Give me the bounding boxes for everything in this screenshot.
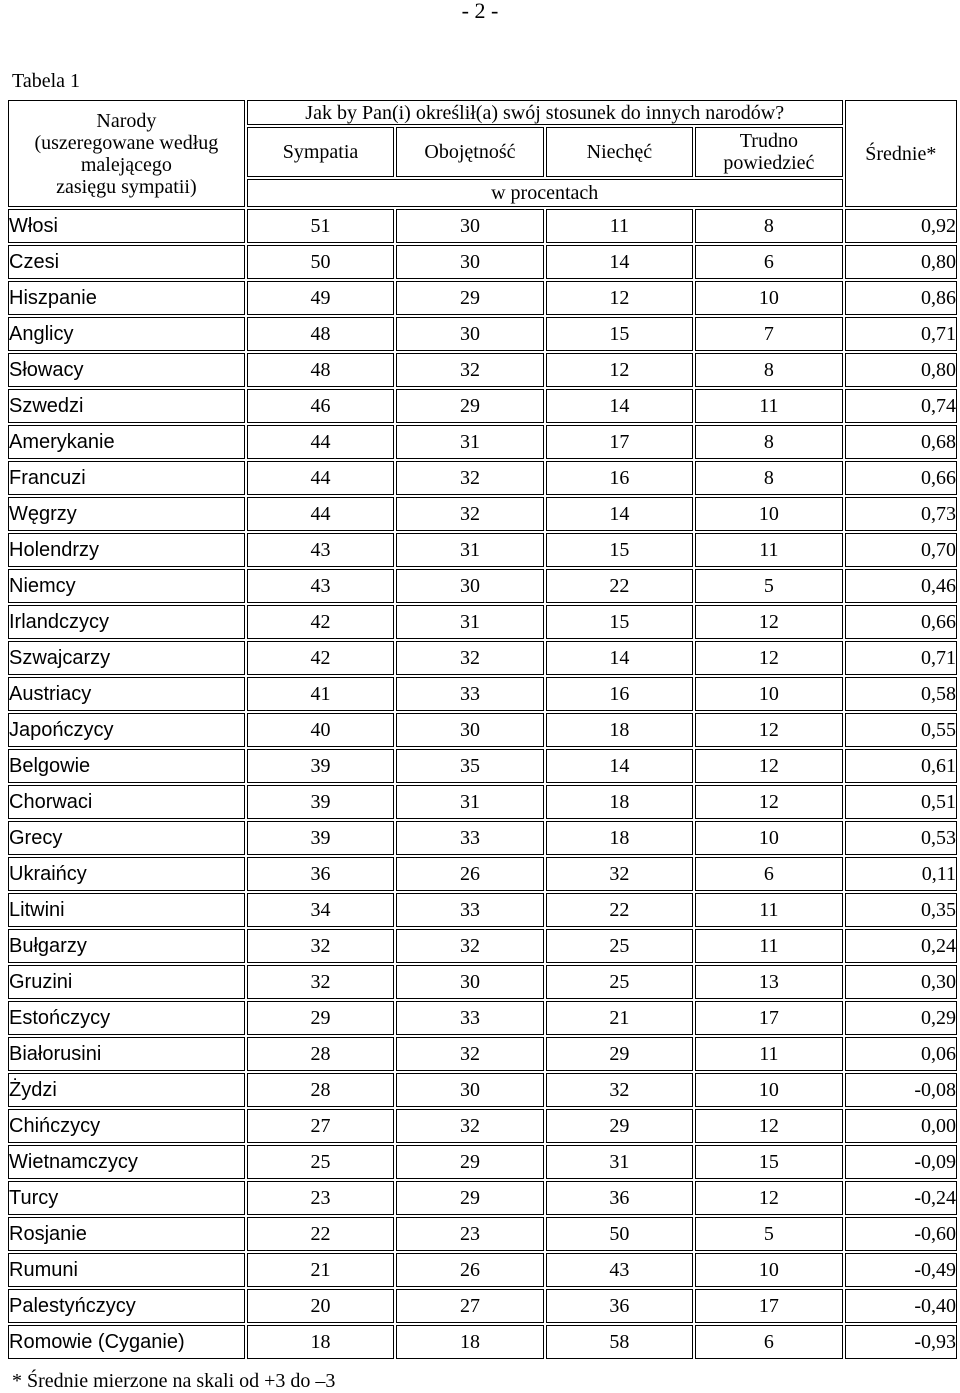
- sympatia-cell: 43: [247, 533, 394, 567]
- table-row: [8, 605, 957, 639]
- table-row: [8, 497, 957, 531]
- srednie-cell: 0,30: [845, 965, 957, 999]
- nation-name-cell: Słowacy: [8, 353, 245, 387]
- niechec-cell: 18: [546, 713, 693, 747]
- sympatia-cell: 41: [247, 677, 394, 711]
- srednie-cell: -0,24: [845, 1181, 957, 1215]
- trudno-cell: 10: [695, 677, 842, 711]
- table-row: [8, 965, 957, 999]
- niechec-cell: 12: [546, 281, 693, 315]
- nation-name-cell: Amerykanie: [8, 425, 245, 459]
- niechec-cell: 16: [546, 677, 693, 711]
- nation-header-line: (uszeregowane według: [34, 131, 219, 154]
- sympatia-header: Sympatia: [247, 127, 394, 177]
- nation-name-cell: Grecy: [8, 821, 245, 855]
- srednie-cell: 0,58: [845, 677, 957, 711]
- sympatia-cell: 42: [247, 605, 394, 639]
- table-row: [8, 1001, 957, 1035]
- srednie-cell: 0,70: [845, 533, 957, 567]
- trudno-cell: 10: [695, 497, 842, 531]
- table-row: [8, 821, 957, 855]
- trudno-cell: 6: [695, 1325, 842, 1359]
- nation-name-cell: Ukraińcy: [8, 857, 245, 891]
- trudno-cell: 12: [695, 605, 842, 639]
- table-row: [8, 389, 957, 423]
- obojetnosc-cell: 33: [396, 893, 543, 927]
- trudno-cell: 17: [695, 1001, 842, 1035]
- srednie-cell: 0,92: [845, 209, 957, 243]
- obojetnosc-cell: 31: [396, 605, 543, 639]
- nation-name-cell: Szwedzi: [8, 389, 245, 423]
- sympatia-cell: 21: [247, 1253, 394, 1287]
- srednie-cell: 0,11: [845, 857, 957, 891]
- niechec-cell: 14: [546, 389, 693, 423]
- niechec-cell: 32: [546, 1073, 693, 1107]
- trudno-cell: 11: [695, 389, 842, 423]
- srednie-cell: 0,51: [845, 785, 957, 819]
- table-row: [8, 533, 957, 567]
- obojetnosc-cell: 23: [396, 1217, 543, 1251]
- niechec-cell: 32: [546, 857, 693, 891]
- obojetnosc-cell: 33: [396, 821, 543, 855]
- sympatia-cell: 43: [247, 569, 394, 603]
- srednie-cell: 0,06: [845, 1037, 957, 1071]
- sympatia-cell: 39: [247, 821, 394, 855]
- obojetnosc-cell: 32: [396, 929, 543, 963]
- sympatia-cell: 25: [247, 1145, 394, 1179]
- niechec-cell: 11: [546, 209, 693, 243]
- table-row: [8, 1145, 957, 1179]
- table-row: [8, 425, 957, 459]
- trudno-cell: 10: [695, 281, 842, 315]
- trudno-cell: 6: [695, 245, 842, 279]
- nation-name-cell: Węgrzy: [8, 497, 245, 531]
- table-row: [8, 245, 957, 279]
- nation-name-cell: Białorusini: [8, 1037, 245, 1071]
- niechec-cell: 14: [546, 749, 693, 783]
- srednie-cell: -0,09: [845, 1145, 957, 1179]
- nation-header-line: Narody: [96, 109, 157, 132]
- trudno-cell: 15: [695, 1145, 842, 1179]
- nation-name-cell: Czesi: [8, 245, 245, 279]
- nation-name-cell: Holendrzy: [8, 533, 245, 567]
- sympatia-cell: 39: [247, 785, 394, 819]
- srednie-cell: 0,55: [845, 713, 957, 747]
- trudno-cell: 10: [695, 1253, 842, 1287]
- niechec-cell: 15: [546, 317, 693, 351]
- table-caption: Tabela 1: [12, 70, 81, 92]
- srednie-cell: 0,00: [845, 1109, 957, 1143]
- srednie-cell: -0,49: [845, 1253, 957, 1287]
- table-row: [8, 281, 957, 315]
- niechec-cell: 50: [546, 1217, 693, 1251]
- niechec-cell: 18: [546, 785, 693, 819]
- niechec-cell: 22: [546, 569, 693, 603]
- sympatia-cell: 28: [247, 1073, 394, 1107]
- trudno-cell: 12: [695, 1181, 842, 1215]
- niechec-cell: 31: [546, 1145, 693, 1179]
- attitudes-table: [6, 98, 959, 1361]
- sympatia-cell: 44: [247, 497, 394, 531]
- trudno-header-line: powiedzieć: [723, 152, 815, 175]
- sympatia-cell: 22: [247, 1217, 394, 1251]
- obojetnosc-cell: 29: [396, 1145, 543, 1179]
- niechec-cell: 16: [546, 461, 693, 495]
- obojetnosc-cell: 32: [396, 353, 543, 387]
- niechec-cell: 14: [546, 641, 693, 675]
- nation-name-cell: Gruzini: [8, 965, 245, 999]
- sympatia-cell: 42: [247, 641, 394, 675]
- srednie-cell: 0,66: [845, 605, 957, 639]
- obojetnosc-cell: 32: [396, 1037, 543, 1071]
- nation-name-cell: Japończycy: [8, 713, 245, 747]
- srednie-cell: 0,53: [845, 821, 957, 855]
- sympatia-cell: 51: [247, 209, 394, 243]
- nation-name-cell: Austriacy: [8, 677, 245, 711]
- nation-name-cell: Szwajcarzy: [8, 641, 245, 675]
- table-row: [8, 461, 957, 495]
- srednie-cell: 0,86: [845, 281, 957, 315]
- nation-name-cell: Turcy: [8, 1181, 245, 1215]
- sympatia-cell: 36: [247, 857, 394, 891]
- srednie-cell: 0,80: [845, 353, 957, 387]
- table-row: [8, 1253, 957, 1287]
- nation-name-cell: Chorwaci: [8, 785, 245, 819]
- obojetnosc-cell: 31: [396, 533, 543, 567]
- table-row: [8, 1217, 957, 1251]
- page-number: - 2 -: [461, 0, 499, 23]
- table-row: [8, 713, 957, 747]
- table-row: [8, 749, 957, 783]
- sympatia-cell: 48: [247, 353, 394, 387]
- trudno-cell: 8: [695, 461, 842, 495]
- srednie-cell: 0,80: [845, 245, 957, 279]
- table-row: [8, 209, 957, 243]
- sympatia-cell: 40: [247, 713, 394, 747]
- sympatia-cell: 32: [247, 965, 394, 999]
- obojetnosc-cell: 30: [396, 569, 543, 603]
- obojetnosc-cell: 33: [396, 1001, 543, 1035]
- sympatia-cell: 49: [247, 281, 394, 315]
- table-row: [8, 1181, 957, 1215]
- srednie-cell: 0,71: [845, 317, 957, 351]
- niechec-cell: 43: [546, 1253, 693, 1287]
- niechec-cell: 12: [546, 353, 693, 387]
- obojetnosc-cell: 30: [396, 713, 543, 747]
- nation-header-line: zasięgu sympatii): [56, 175, 197, 198]
- nation-name-cell: Palestyńczycy: [8, 1289, 245, 1323]
- niechec-cell: 29: [546, 1037, 693, 1071]
- obojetnosc-cell: 31: [396, 425, 543, 459]
- nation-name-cell: Rumuni: [8, 1253, 245, 1287]
- nation-name-cell: Rosjanie: [8, 1217, 245, 1251]
- sympatia-cell: 20: [247, 1289, 394, 1323]
- sympatia-cell: 44: [247, 461, 394, 495]
- obojetnosc-cell: 27: [396, 1289, 543, 1323]
- table-row: [8, 677, 957, 711]
- obojetnosc-cell: 18: [396, 1325, 543, 1359]
- trudno-cell: 11: [695, 1037, 842, 1071]
- sympatia-cell: 23: [247, 1181, 394, 1215]
- obojetnosc-cell: 30: [396, 317, 543, 351]
- niechec-cell: 15: [546, 605, 693, 639]
- obojetnosc-cell: 26: [396, 857, 543, 891]
- trudno-cell: 12: [695, 1109, 842, 1143]
- niechec-cell: 36: [546, 1289, 693, 1323]
- obojetnosc-cell: 30: [396, 965, 543, 999]
- obojetnosc-cell: 30: [396, 209, 543, 243]
- trudno-cell: 10: [695, 1073, 842, 1107]
- nation-name-cell: Włosi: [8, 209, 245, 243]
- niechec-header: Niechęć: [546, 127, 693, 177]
- table-row: [8, 317, 957, 351]
- srednie-cell: 0,24: [845, 929, 957, 963]
- obojetnosc-cell: 29: [396, 1181, 543, 1215]
- table-row: [8, 929, 957, 963]
- nation-header-line: malejącego: [80, 153, 172, 176]
- nation-name-cell: Niemcy: [8, 569, 245, 603]
- trudno-cell: 11: [695, 893, 842, 927]
- niechec-cell: 36: [546, 1181, 693, 1215]
- nation-name-cell: Bułgarzy: [8, 929, 245, 963]
- trudno-cell: 12: [695, 713, 842, 747]
- table-row: [8, 641, 957, 675]
- srednie-cell: -0,40: [845, 1289, 957, 1323]
- trudno-cell: 8: [695, 353, 842, 387]
- srednie-cell: 0,71: [845, 641, 957, 675]
- trudno-cell: 11: [695, 929, 842, 963]
- obojetnosc-cell: 29: [396, 389, 543, 423]
- trudno-cell: 5: [695, 569, 842, 603]
- sympatia-cell: 27: [247, 1109, 394, 1143]
- trudno-cell: 8: [695, 425, 842, 459]
- table-row: [8, 785, 957, 819]
- obojetnosc-cell: 31: [396, 785, 543, 819]
- srednie-cell: 0,74: [845, 389, 957, 423]
- niechec-cell: 17: [546, 425, 693, 459]
- nation-name-cell: Estończycy: [8, 1001, 245, 1035]
- srednie-cell: -0,08: [845, 1073, 957, 1107]
- obojetnosc-header: Obojętność: [396, 127, 543, 177]
- table-row: [8, 1037, 957, 1071]
- sympatia-cell: 50: [247, 245, 394, 279]
- niechec-cell: 22: [546, 893, 693, 927]
- sympatia-cell: 34: [247, 893, 394, 927]
- trudno-header: [695, 127, 842, 177]
- obojetnosc-cell: 33: [396, 677, 543, 711]
- table-row: [8, 1325, 957, 1359]
- srednie-cell: 0,35: [845, 893, 957, 927]
- obojetnosc-cell: 30: [396, 245, 543, 279]
- nation-column-header: [8, 100, 245, 207]
- table-row: [8, 569, 957, 603]
- niechec-cell: 25: [546, 965, 693, 999]
- nation-name-cell: Wietnamczycy: [8, 1145, 245, 1179]
- nation-name-cell: Litwini: [8, 893, 245, 927]
- table-body: [8, 209, 957, 1359]
- niechec-cell: 15: [546, 533, 693, 567]
- nation-name-cell: Anglicy: [8, 317, 245, 351]
- trudno-cell: 6: [695, 857, 842, 891]
- table-row: [8, 353, 957, 387]
- average-column-header: Średnie*: [845, 100, 957, 207]
- sympatia-cell: 48: [247, 317, 394, 351]
- niechec-cell: 21: [546, 1001, 693, 1035]
- srednie-cell: 0,73: [845, 497, 957, 531]
- obojetnosc-cell: 32: [396, 497, 543, 531]
- obojetnosc-cell: 29: [396, 281, 543, 315]
- srednie-cell: 0,46: [845, 569, 957, 603]
- obojetnosc-cell: 30: [396, 1073, 543, 1107]
- trudno-cell: 8: [695, 209, 842, 243]
- srednie-cell: -0,93: [845, 1325, 957, 1359]
- obojetnosc-cell: 32: [396, 641, 543, 675]
- nation-name-cell: Romowie (Cyganie): [8, 1325, 245, 1359]
- sympatia-cell: 46: [247, 389, 394, 423]
- obojetnosc-cell: 32: [396, 461, 543, 495]
- nation-name-cell: Irlandczycy: [8, 605, 245, 639]
- srednie-cell: -0,60: [845, 1217, 957, 1251]
- trudno-cell: 12: [695, 785, 842, 819]
- trudno-header-line: Trudno: [739, 130, 798, 153]
- sympatia-cell: 18: [247, 1325, 394, 1359]
- trudno-cell: 12: [695, 749, 842, 783]
- sympatia-cell: 39: [247, 749, 394, 783]
- sympatia-cell: 32: [247, 929, 394, 963]
- nation-name-cell: Chińczycy: [8, 1109, 245, 1143]
- trudno-cell: 11: [695, 533, 842, 567]
- niechec-cell: 18: [546, 821, 693, 855]
- question-header: Jak by Pan(i) określił(a) swój stosunek do innych narodów?: [247, 100, 843, 125]
- table-row: [8, 1073, 957, 1107]
- nation-name-cell: Belgowie: [8, 749, 245, 783]
- table-row: [8, 893, 957, 927]
- srednie-cell: 0,29: [845, 1001, 957, 1035]
- niechec-cell: 58: [546, 1325, 693, 1359]
- srednie-cell: 0,68: [845, 425, 957, 459]
- obojetnosc-cell: 35: [396, 749, 543, 783]
- sympatia-cell: 29: [247, 1001, 394, 1035]
- srednie-cell: 0,61: [845, 749, 957, 783]
- trudno-cell: 13: [695, 965, 842, 999]
- trudno-cell: 7: [695, 317, 842, 351]
- table-row: [8, 857, 957, 891]
- unit-header: w procentach: [247, 179, 843, 207]
- niechec-cell: 25: [546, 929, 693, 963]
- niechec-cell: 14: [546, 245, 693, 279]
- trudno-cell: 17: [695, 1289, 842, 1323]
- footnote: * Średnie mierzone na skali od +3 do –3: [12, 1370, 336, 1392]
- srednie-cell: 0,66: [845, 461, 957, 495]
- niechec-cell: 29: [546, 1109, 693, 1143]
- table-row: [8, 1109, 957, 1143]
- sympatia-cell: 44: [247, 425, 394, 459]
- trudno-cell: 10: [695, 821, 842, 855]
- niechec-cell: 14: [546, 497, 693, 531]
- trudno-cell: 5: [695, 1217, 842, 1251]
- trudno-cell: 12: [695, 641, 842, 675]
- sympatia-cell: 28: [247, 1037, 394, 1071]
- nation-name-cell: Żydzi: [8, 1073, 245, 1107]
- obojetnosc-cell: 26: [396, 1253, 543, 1287]
- nation-name-cell: Hiszpanie: [8, 281, 245, 315]
- obojetnosc-cell: 32: [396, 1109, 543, 1143]
- table-row: [8, 1289, 957, 1323]
- nation-name-cell: Francuzi: [8, 461, 245, 495]
